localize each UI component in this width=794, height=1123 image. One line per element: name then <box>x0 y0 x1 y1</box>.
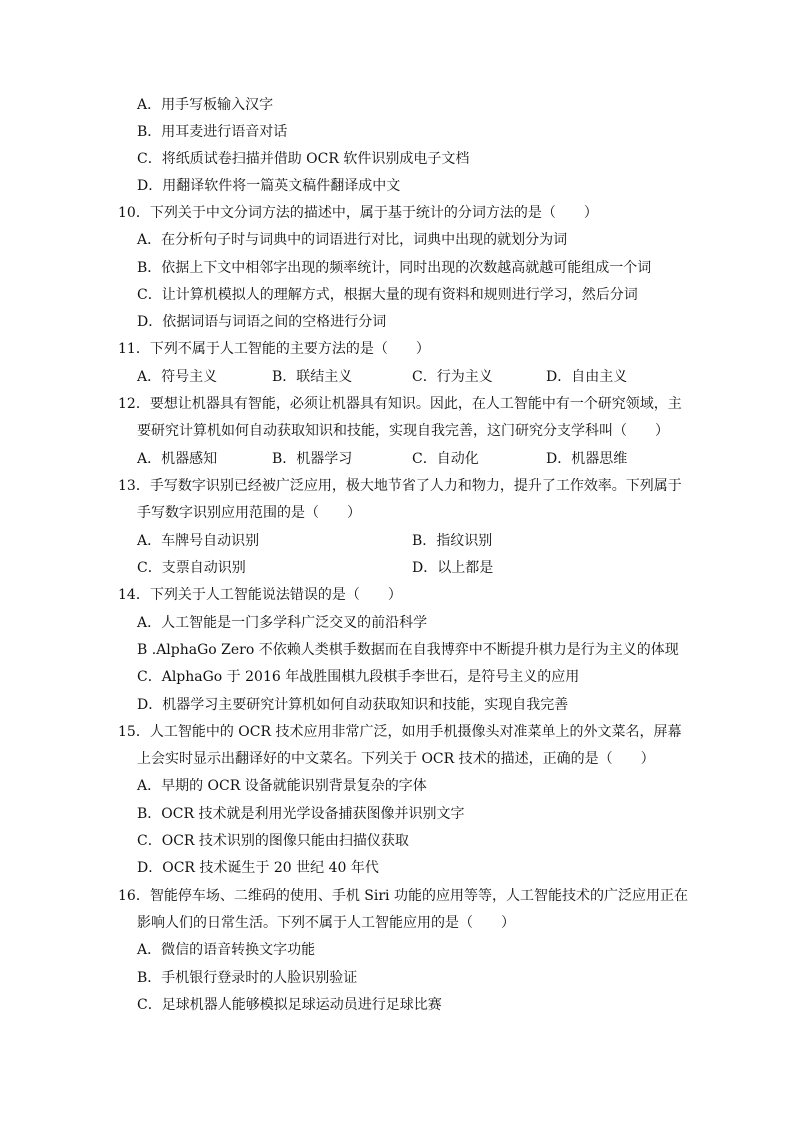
q11-option-a: A．符号主义 <box>137 369 218 385</box>
q13-option-b: B．指纹识别 <box>412 533 493 549</box>
q12-stem-line1: 12．要想让机器具有智能，必须让机器具有知识。因此，在人工智能中有一个研究领域，主 <box>118 396 682 412</box>
q11-option-b: B．联结主义 <box>272 369 353 385</box>
q13-stem-line1: 13．手写数字识别已经被广泛应用，极大地节省了人力和物力，提升了工作效率。下列属于 <box>118 478 682 494</box>
q13-options-row1 <box>0 532 794 550</box>
q9-option-d: D．用翻译软件将一篇英文稿件翻译成中文 <box>137 178 401 194</box>
q13-options-row2 <box>0 559 794 577</box>
q16-option-b: B．手机银行登录时的人脸识别验证 <box>137 970 358 986</box>
q16-stem-line2: 影响人们的日常生活。下列不属于人工智能应用的是（ ） <box>137 915 515 931</box>
q12-option-a: A．机器感知 <box>137 451 218 467</box>
q15-stem-line1: 15．人工智能中的 OCR 技术应用非常广泛，如用手机摄像头对准菜单上的外文菜名，屏幕 <box>118 724 682 740</box>
q16-stem-line1: 16．智能停车场、二维码的使用、手机 Siri 功能的应用等等，人工智能技术的广泛应用正在 <box>118 888 688 904</box>
q14-stem: 14．下列关于人工智能说法错误的是（ ） <box>118 587 402 603</box>
q11-option-c: C．行为主义 <box>412 369 493 385</box>
q16-option-a: A．微信的语音转换文字功能 <box>137 942 316 958</box>
q15-option-d: D．OCR 技术诞生于 20 世纪 40 年代 <box>137 860 379 876</box>
q12-option-c: C．自动化 <box>412 451 479 467</box>
q9-option-c: C．将纸质试卷扫描并借助 OCR 软件识别成电子文档 <box>137 151 470 167</box>
q9-option-a: A．用手写板输入汉字 <box>137 97 274 113</box>
q14-option-d: D．机器学习主要研究计算机如何自动获取知识和技能，实现自我完善 <box>137 697 569 713</box>
q12-options-row <box>0 450 794 468</box>
q12-option-d: D．机器思维 <box>546 451 628 467</box>
q10-option-b: B．依据上下文中相邻字出现的频率统计，同时出现的次数越高就越可能组成一个词 <box>137 260 652 276</box>
q15-option-c: C．OCR 技术识别的图像只能由扫描仪获取 <box>137 833 409 849</box>
q13-option-c: C．支票自动识别 <box>137 560 246 576</box>
q14-option-a: A．人工智能是一门多学科广泛交叉的前沿科学 <box>137 615 428 631</box>
q12-stem-line2: 要研究计算机如何自动获取知识和技能，实现自我完善，这门研究分支学科叫（ ） <box>137 423 669 439</box>
q14-option-c: C．AlphaGo 于 2016 年战胜围棋九段棋手李世石，是符号主义的应用 <box>137 669 580 685</box>
q10-stem: 10．下列关于中文分词方法的描述中，属于基于统计的分词方法的是（ ） <box>118 205 598 221</box>
q10-option-c: C．让计算机模拟人的理解方式，根据大量的现有资料和规则进行学习，然后分词 <box>137 287 638 303</box>
q11-option-d: D．自由主义 <box>546 369 628 385</box>
q14-option-b: B .AlphaGo Zero 不依赖人类棋手数据而在自我博弈中不断提升棋力是行为主义的体现 <box>137 642 679 658</box>
q15-option-a: A．早期的 OCR 设备就能识别背景复杂的字体 <box>137 778 427 794</box>
q11-options-row <box>0 368 794 386</box>
q16-option-c: C．足球机器人能够模拟足球运动员进行足球比赛 <box>137 997 442 1013</box>
q12-option-b: B．机器学习 <box>272 451 353 467</box>
q13-stem-line2: 手写数字识别应用范围的是（ ） <box>137 505 361 521</box>
q15-stem-line2: 上会实时显示出翻译好的中文菜名。下列关于 OCR 技术的描述，正确的是（ ） <box>137 751 655 767</box>
q15-option-b: B．OCR 技术就是利用光学设备捕获图像并识别文字 <box>137 806 465 822</box>
q13-option-d: D．以上都是 <box>412 560 494 576</box>
q11-stem: 11．下列不属于人工智能的主要方法的是（ ） <box>118 341 430 357</box>
q10-option-a: A．在分析句子时与词典中的词语进行对比，词典中出现的就划分为词 <box>137 232 568 248</box>
q10-option-d: D．依据词语与词语之间的空格进行分词 <box>137 314 387 330</box>
q13-option-a: A．车牌号自动识别 <box>137 533 260 549</box>
q9-option-b: B．用耳麦进行语音对话 <box>137 124 288 140</box>
